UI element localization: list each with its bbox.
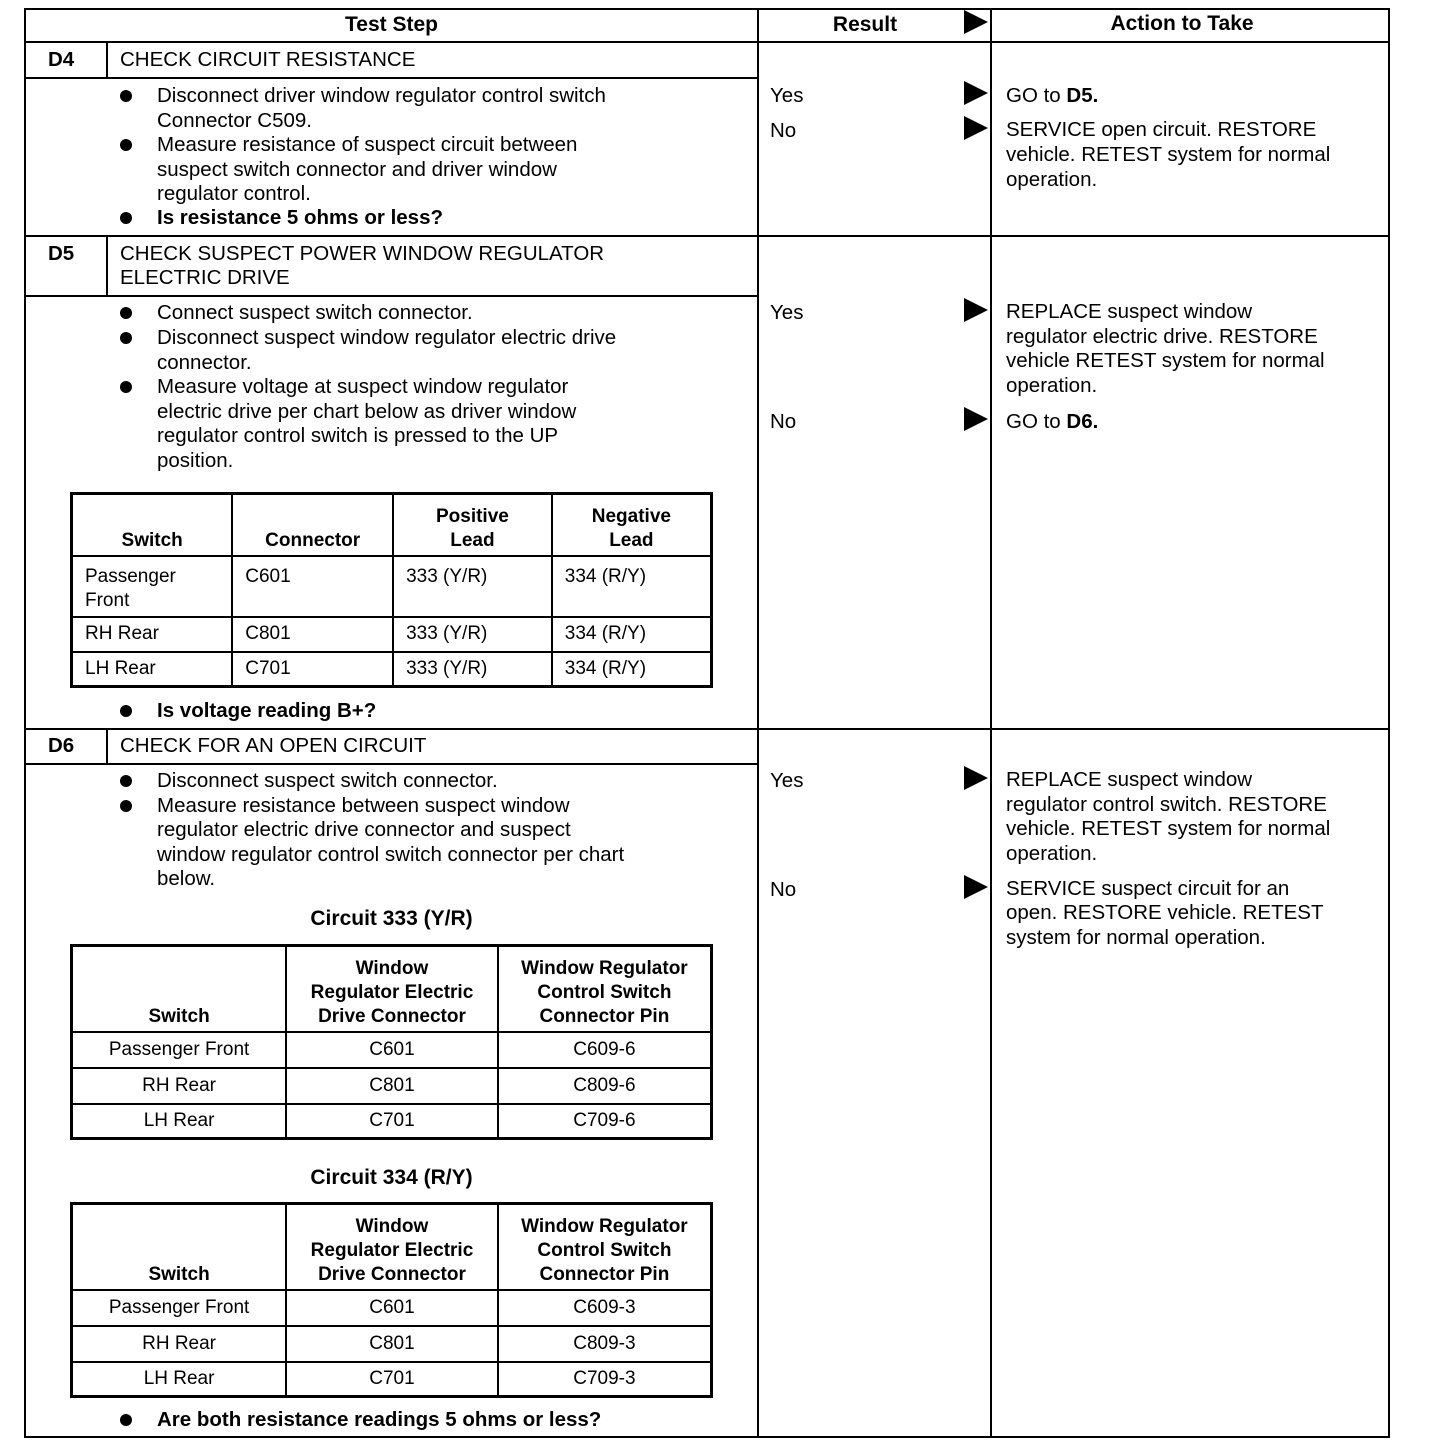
d4-d5-separator <box>24 235 1390 237</box>
d6-bullet-line: Disconnect suspect switch connector. <box>157 769 498 792</box>
table-row: Passenger Front C601 C609-6 <box>72 1032 712 1068</box>
arrow-icon <box>964 407 988 431</box>
d5-d6-separator <box>24 728 1390 730</box>
result-column-divider <box>757 8 759 1438</box>
d6-no-action-line: open. RESTORE vehicle. RETEST <box>1006 901 1324 924</box>
d5-voltage-chart <box>70 492 713 688</box>
table-header: Connector <box>232 494 393 556</box>
d5-title-bottom <box>24 295 759 297</box>
circuit-334-table <box>70 1202 713 1398</box>
step-title-d5-line2: ELECTRIC DRIVE <box>120 266 290 289</box>
table-top-border <box>24 8 1390 10</box>
header-result: Result <box>832 13 898 36</box>
d5-no-action-prefix: GO to <box>1006 410 1067 433</box>
d5-bullet-line: electric drive per chart below as driver window <box>157 400 577 423</box>
d4-no-action-line: SERVICE open circuit. RESTORE <box>1006 118 1317 141</box>
circuit-334-caption: Circuit 334 (R/Y) <box>310 1166 473 1189</box>
d6-yes-action-line: REPLACE suspect window <box>1006 768 1253 791</box>
header-test-step: Test Step <box>345 13 438 36</box>
bullet-icon <box>120 1414 132 1426</box>
d4-no-action-line: vehicle. RETEST system for normal <box>1006 143 1331 166</box>
d4-yes-action-prefix: GO to <box>1006 84 1067 107</box>
d6-bullet-line: below. <box>157 867 216 890</box>
d6-id-divider <box>106 729 108 764</box>
d5-yes-action-line: REPLACE suspect window <box>1006 300 1253 323</box>
bullet-icon <box>120 139 132 151</box>
table-row: LH Rear C701 C709-3 <box>72 1362 712 1397</box>
header-action: Action to Take <box>1110 12 1254 35</box>
table-header: Switch <box>72 946 287 1032</box>
arrow-icon <box>964 298 988 322</box>
bullet-icon <box>120 705 132 717</box>
d6-bullet-line: regulator electric drive connector and suspect <box>157 818 571 841</box>
d5-bullet-line: Disconnect suspect window regulator electric drive <box>157 326 617 349</box>
table-header: Window Regulator Control Switch Connector Pin <box>498 1204 712 1290</box>
table-header: Switch <box>72 494 233 556</box>
bullet-icon <box>120 90 132 102</box>
header-arrow-icon <box>964 10 988 34</box>
bullet-icon <box>120 307 132 319</box>
header-bottom-border <box>24 41 1390 43</box>
d5-question: Is voltage reading B+? <box>157 699 377 722</box>
step-title-d5: CHECK SUSPECT POWER WINDOW REGULATOR <box>120 242 605 265</box>
circuit-333-table <box>70 944 713 1140</box>
d6-yes-action-line: vehicle. RETEST system for normal <box>1006 817 1331 840</box>
d5-no-action-ref: D6. <box>1066 410 1099 433</box>
d5-bullet-line: Measure voltage at suspect window regulator <box>157 375 569 398</box>
d5-yes-action-line: regulator electric drive. RESTORE <box>1006 325 1318 348</box>
circuit-333-caption: Circuit 333 (Y/R) <box>310 907 473 930</box>
d5-no-action <box>1006 410 1098 435</box>
d6-result-no: No <box>770 878 797 901</box>
d4-result-yes: Yes <box>770 84 804 107</box>
step-id-d4: D4 <box>48 48 75 71</box>
d4-yes-action <box>1006 84 1098 109</box>
d4-id-divider <box>106 42 108 78</box>
d6-yes-action-line: operation. <box>1006 842 1098 865</box>
d5-result-yes: Yes <box>770 301 804 324</box>
table-row: LH Rear C701 C709-6 <box>72 1104 712 1139</box>
arrow-icon <box>964 766 988 790</box>
d6-title-bottom <box>24 763 759 765</box>
d6-question: Are both resistance readings 5 ohms or less? <box>157 1408 602 1431</box>
d5-yes-action-line: operation. <box>1006 374 1098 397</box>
d6-no-action-line: SERVICE suspect circuit for an <box>1006 877 1290 900</box>
bullet-icon <box>120 775 132 787</box>
d4-bullet-line: Measure resistance of suspect circuit between <box>157 133 578 156</box>
d4-title-bottom <box>24 77 759 79</box>
table-row: RH Rear C801 333 (Y/R) 334 (R/Y) <box>72 617 712 652</box>
bullet-icon <box>120 332 132 344</box>
table-bottom-border <box>24 1436 1390 1438</box>
d6-yes-action-line: regulator control switch. RESTORE <box>1006 793 1327 816</box>
arrow-icon <box>964 875 988 899</box>
table-header: Window Regulator Electric Drive Connector <box>286 946 498 1032</box>
d6-bullet-line: Measure resistance between suspect window <box>157 794 570 817</box>
bullet-icon <box>120 800 132 812</box>
table-header: Window Regulator Electric Drive Connector <box>286 1204 498 1290</box>
step-title-d6: CHECK FOR AN OPEN CIRCUIT <box>120 734 427 757</box>
d6-no-action-line: system for normal operation. <box>1006 926 1266 949</box>
bullet-icon <box>120 212 132 224</box>
table-row: RH Rear C801 C809-6 <box>72 1068 712 1104</box>
step-id-d5: D5 <box>48 242 75 265</box>
step-title-d4: CHECK CIRCUIT RESISTANCE <box>120 48 416 71</box>
table-right-border <box>1388 8 1390 1438</box>
table-left-border <box>24 8 26 1438</box>
d6-result-yes: Yes <box>770 769 804 792</box>
step-id-d6: D6 <box>48 734 75 757</box>
arrow-icon <box>964 81 988 105</box>
d5-result-no: No <box>770 410 797 433</box>
d4-bullet-line: Connector C509. <box>157 109 312 132</box>
d5-yes-action-line: vehicle RETEST system for normal <box>1006 349 1325 372</box>
d5-id-divider <box>106 236 108 296</box>
d5-bullet-line: connector. <box>157 351 252 374</box>
d4-question: Is resistance 5 ohms or less? <box>157 206 443 229</box>
d4-result-no: No <box>770 119 797 142</box>
table-header: Switch <box>72 1204 287 1290</box>
action-column-divider <box>990 8 992 1438</box>
table-row: LH Rear C701 333 (Y/R) 334 (R/Y) <box>72 652 712 687</box>
d4-yes-action-ref: D5. <box>1066 84 1099 107</box>
table-header: Window Regulator Control Switch Connector Pin <box>498 946 712 1032</box>
d4-no-action-line: operation. <box>1006 168 1098 191</box>
arrow-icon <box>964 116 988 140</box>
d4-bullet-line: Disconnect driver window regulator control switch <box>157 84 606 107</box>
d6-bullet-line: window regulator control switch connector per chart <box>157 843 625 866</box>
table-row: Passenger Front C601 C609-3 <box>72 1290 712 1326</box>
d4-bullet-line: regulator control. <box>157 182 311 205</box>
table-row: RH Rear C801 C809-3 <box>72 1326 712 1362</box>
d4-bullet-line: suspect switch connector and driver window <box>157 158 557 181</box>
bullet-icon <box>120 381 132 393</box>
table-header: Positive Lead <box>393 494 552 556</box>
table-header: Negative Lead <box>552 494 712 556</box>
table-row: Passenger Front C601 333 (Y/R) 334 (R/Y) <box>72 556 712 617</box>
d5-bullet-line: position. <box>157 449 234 472</box>
d5-bullet-line: Connect suspect switch connector. <box>157 301 473 324</box>
d5-bullet-line: regulator control switch is pressed to the UP <box>157 424 559 447</box>
